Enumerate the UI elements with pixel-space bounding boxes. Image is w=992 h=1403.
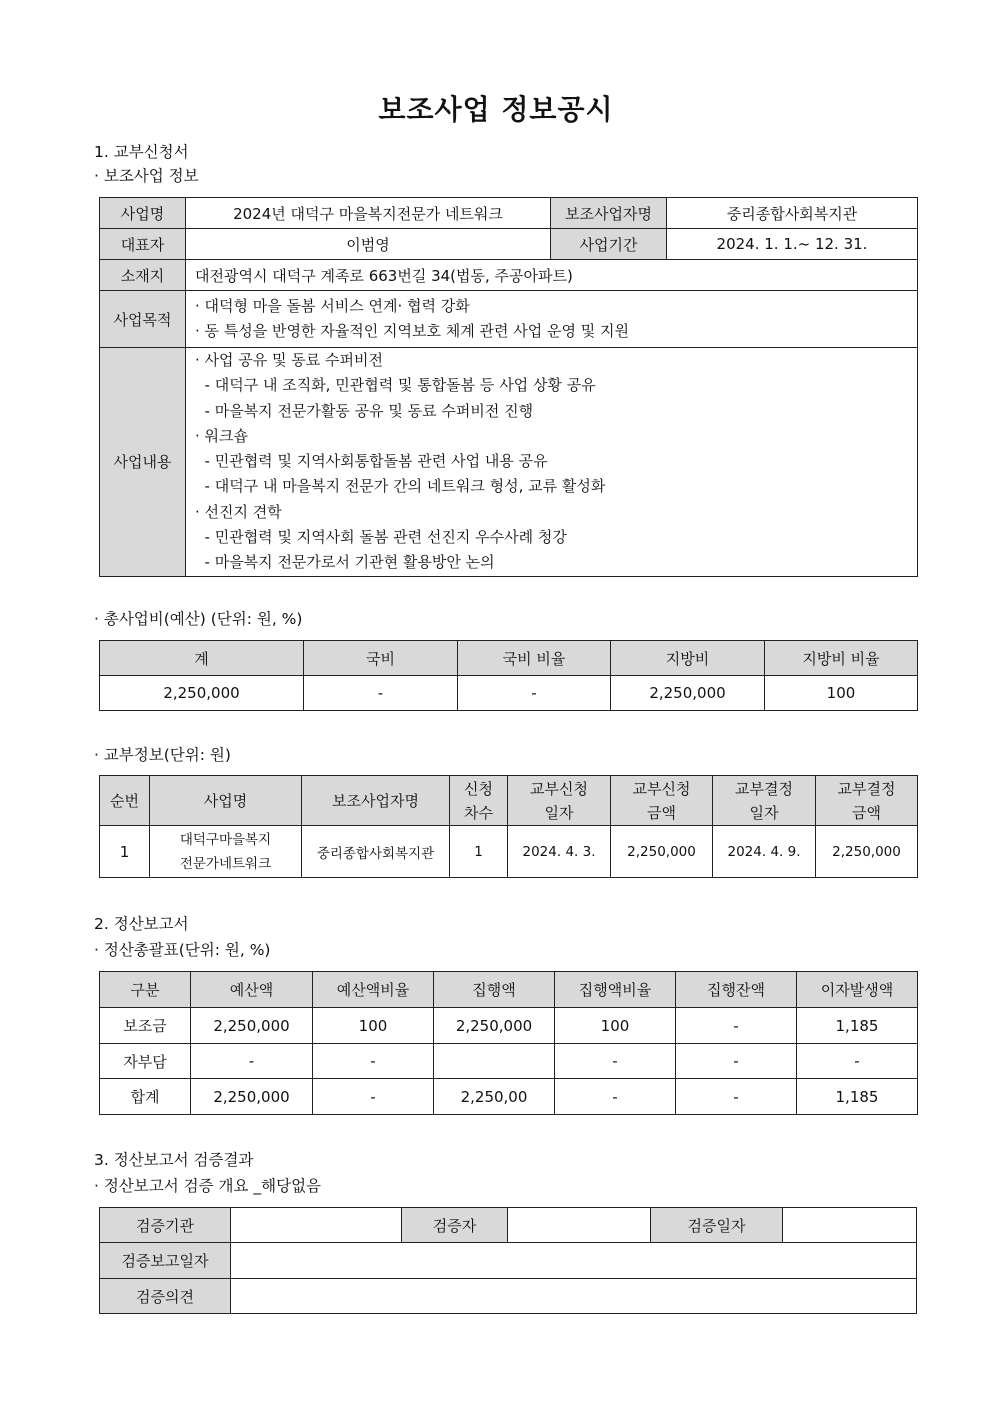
budget-header: 국비 비율 [458, 641, 611, 676]
budget-subheading: · 총사업비(예산) (단위: 원, %) [94, 610, 303, 628]
settlement-header: 이자발생액 [797, 972, 918, 1008]
settlement-cell: - [313, 1044, 434, 1079]
label-purpose: 사업목적 [100, 291, 186, 348]
table-row [100, 1079, 918, 1115]
settlement-cell: - [555, 1044, 676, 1079]
settlement-cell: - [191, 1044, 313, 1079]
grant-apply-date: 2024. 4. 3. [508, 826, 611, 878]
settlement-header: 예산액비율 [313, 972, 434, 1008]
budget-local: 2,250,000 [611, 676, 765, 711]
purpose-line: · 동 특성을 반영한 자율적인 지역보호 체계 관련 사업 운영 및 지원 [195, 322, 629, 340]
budget-header: 지방비 비율 [765, 641, 918, 676]
label-period: 사업기간 [551, 229, 667, 260]
table-row [100, 1044, 918, 1079]
label-verification-opinion: 검증의견 [100, 1279, 231, 1314]
content-line: - 대덕구 내 마을복지 전문가 간의 네트워크 형성, 교류 활성화 [195, 477, 606, 496]
settlement-cell: 1,185 [797, 1008, 918, 1044]
grant-apply-amount: 2,250,000 [611, 826, 713, 878]
section3-heading: 3. 정산보고서 검증결과 [94, 1151, 254, 1169]
content-line: - 대덕구 내 조직화, 민관협력 및 통합돌봄 등 사업 상황 공유 [195, 376, 596, 395]
budget-national-ratio: - [458, 676, 611, 711]
section1-heading: 1. 교부신청서 [94, 143, 189, 161]
settlement-cell: 2,250,000 [434, 1008, 555, 1044]
project-name: 2024년 대덕구 마을복지전문가 네트워크 [186, 198, 551, 229]
settlement-cell: 100 [313, 1008, 434, 1044]
settlement-row-label: 자부담 [100, 1044, 191, 1079]
label-verification-date: 검증일자 [651, 1208, 783, 1243]
verifier [508, 1208, 651, 1243]
label-operator: 보조사업자명 [551, 198, 667, 229]
grant-header-operator: 보조사업자명 [302, 776, 450, 826]
settlement-cell: - [555, 1079, 676, 1115]
grant-header-apply-date: 교부신청 일자 [508, 776, 611, 826]
label-content: 사업내용 [100, 348, 186, 577]
grant-decision-amount: 2,250,000 [816, 826, 918, 878]
grant-header-no: 순번 [100, 776, 150, 826]
settlement-cell: 2,250,00 [434, 1079, 555, 1115]
grant-no: 1 [100, 826, 150, 878]
verification-report-date [231, 1243, 917, 1279]
settlement-cell: 2,250,000 [191, 1008, 313, 1044]
grant-header-decision-amount: 교부결정 금액 [816, 776, 918, 826]
grant-subheading: · 교부정보(단위: 원) [94, 746, 231, 764]
settlement-row-label: 합계 [100, 1079, 191, 1115]
content-line: · 워크숍 [195, 426, 249, 445]
verification-table [99, 1207, 917, 1314]
content-line: - 마을복지 전문가활동 공유 및 동료 수퍼비전 진행 [195, 401, 534, 420]
budget-header: 계 [100, 641, 304, 676]
settlement-subheading: · 정산총괄표(단위: 원, %) [94, 941, 271, 959]
settlement-header: 집행액비율 [555, 972, 676, 1008]
content-line: - 민관협력 및 지역사회 돌봄 관련 선진지 우수사례 청강 [195, 528, 567, 547]
grant-round: 1 [450, 826, 508, 878]
grant-header-name: 사업명 [150, 776, 302, 826]
settlement-cell [434, 1044, 555, 1079]
settlement-header: 구분 [100, 972, 191, 1008]
grant-header-apply-amount: 교부신청 금액 [611, 776, 713, 826]
settlement-cell: - [676, 1008, 797, 1044]
section2-heading: 2. 정산보고서 [94, 915, 189, 933]
label-location: 소재지 [100, 260, 186, 291]
purpose-cell [186, 291, 918, 348]
budget-national: - [304, 676, 458, 711]
budget-local-ratio: 100 [765, 676, 918, 711]
representative: 이범영 [186, 229, 551, 260]
label-project-name: 사업명 [100, 198, 186, 229]
grant-project-name: 대덕구마을복지 전문가네트워크 [150, 826, 302, 878]
table-row [100, 1008, 918, 1044]
settlement-cell: - [676, 1044, 797, 1079]
content-line: · 선진지 견학 [195, 502, 282, 521]
purpose-line: · 대덕형 마을 돌봄 서비스 연계· 협력 강화 [195, 296, 470, 315]
subsidy-info-table [99, 197, 918, 577]
content-cell [186, 348, 918, 577]
location: 대전광역시 대덕구 계족로 663번길 34(법동, 주공아파트) [186, 260, 918, 291]
settlement-header: 집행액 [434, 972, 555, 1008]
label-verification-report-date: 검증보고일자 [100, 1243, 231, 1279]
verification-subheading: · 정산보고서 검증 개요 _해당없음 [94, 1177, 322, 1195]
settlement-row-label: 보조금 [100, 1008, 191, 1044]
label-representative: 대표자 [100, 229, 186, 260]
verification-date [783, 1208, 917, 1243]
project-period: 2024. 1. 1.~ 12. 31. [667, 229, 918, 260]
settlement-header: 집행잔액 [676, 972, 797, 1008]
label-verifier: 검증자 [402, 1208, 508, 1243]
grant-header-decision-date: 교부결정 일자 [713, 776, 816, 826]
verification-opinion [231, 1279, 917, 1314]
settlement-header: 예산액 [191, 972, 313, 1008]
settlement-cell: - [676, 1079, 797, 1115]
page-title: 보조사업 정보공시 [378, 93, 614, 126]
settlement-cell: 100 [555, 1008, 676, 1044]
settlement-cell: - [797, 1044, 918, 1079]
settlement-cell: - [313, 1079, 434, 1115]
grant-header-round: 신청 차수 [450, 776, 508, 826]
grant-decision-date: 2024. 4. 9. [713, 826, 816, 878]
subsidy-info-subheading: · 보조사업 정보 [94, 167, 199, 185]
verification-agency [231, 1208, 402, 1243]
budget-total: 2,250,000 [100, 676, 304, 711]
grant-operator: 중리종합사회복지관 [302, 826, 450, 878]
settlement-cell: 1,185 [797, 1079, 918, 1115]
settlement-table [99, 971, 918, 1115]
content-line: - 마을복지 전문가로서 기관현 활용방안 논의 [195, 553, 495, 572]
grant-table [99, 775, 918, 878]
budget-header: 지방비 [611, 641, 765, 676]
content-line: · 사업 공유 및 동료 수퍼비전 [195, 351, 383, 369]
content-line: - 민관협력 및 지역사회통합돌봄 관련 사업 내용 공유 [195, 452, 548, 471]
settlement-cell: 2,250,000 [191, 1079, 313, 1115]
budget-table [99, 640, 918, 711]
label-verification-agency: 검증기관 [100, 1208, 231, 1243]
operator-name: 중리종합사회복지관 [667, 198, 918, 229]
budget-header: 국비 [304, 641, 458, 676]
